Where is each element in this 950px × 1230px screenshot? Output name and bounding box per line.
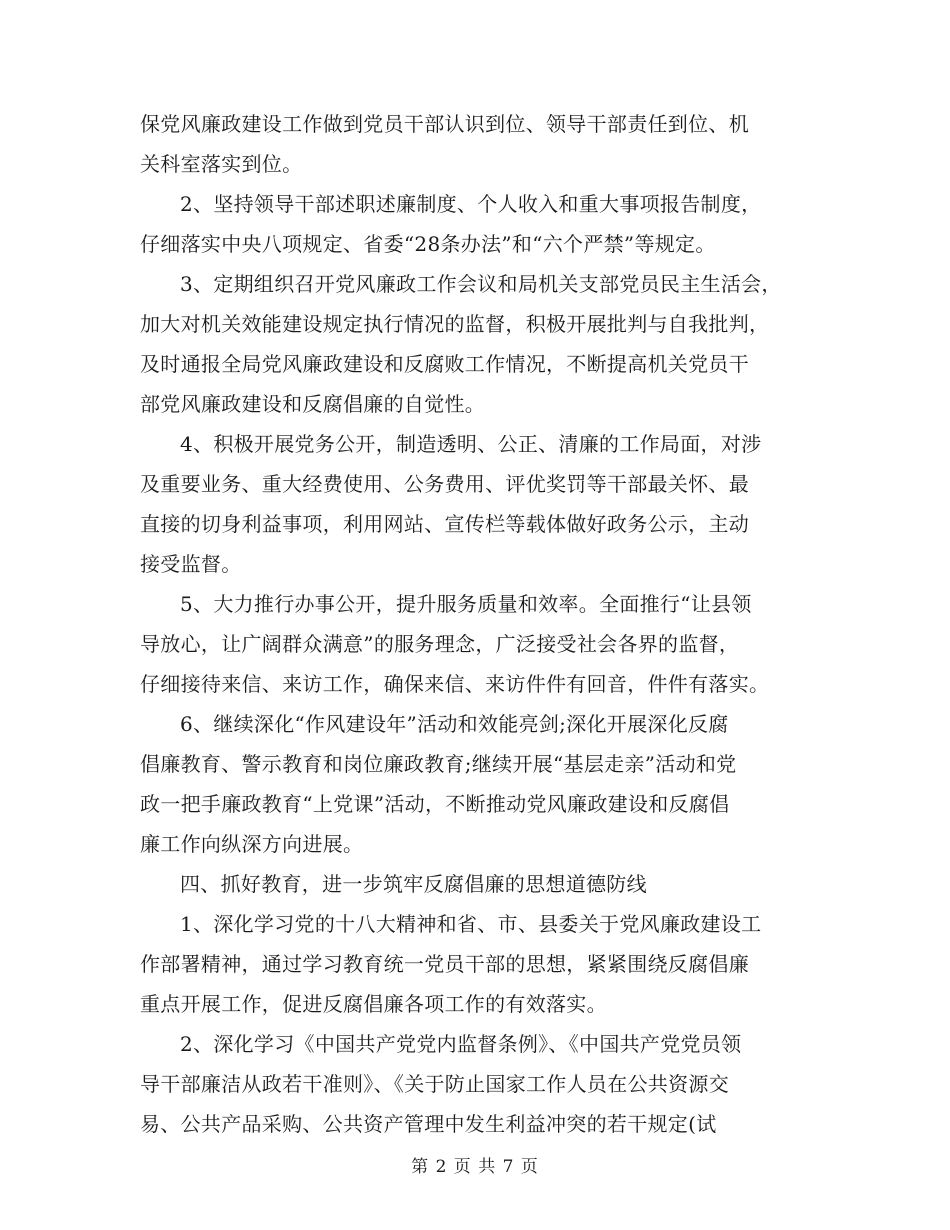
text-line: 5、大力推行办事公开，提升服务质量和效率。全面推行“让县领 [180, 592, 752, 616]
text-line: 6、继续深化“作风建设年”活动和效能亮剑;深化开展深化反腐 [180, 712, 729, 736]
text-line: 重点开展工作，促进反腐倡廉各项工作的有效落实。 [140, 992, 607, 1016]
text-line: 关科室落实到位。 [140, 152, 303, 176]
text-line: 仔细落实中央八项规定、省委“28条办法”和“六个严禁”等规定。 [140, 232, 716, 256]
text-line: 倡廉教育、警示教育和岗位廉政教育;继续开展“基层走亲”活动和党 [140, 752, 737, 776]
text-line: 3、定期组织召开党风廉政工作会议和局机关支部党员民主生活会， [180, 272, 782, 296]
text-line: 易、公共产品采购、公共资产管理中发生利益冲突的若干规定(试 [140, 1112, 717, 1136]
text-line: 导干部廉洁从政若干准则》、《关于防止国家工作人员在公共资源交 [140, 1072, 729, 1096]
text-line: 及重要业务、重大经费使用、公务费用、评优奖罚等干部最关怀、最 [140, 472, 749, 496]
text-line: 加大对机关效能建设规定执行情况的监督，积极开展批判与自我批判， [140, 312, 770, 336]
text-line: 2、深化学习《中国共产党党内监督条例》、《中国共产党党员领 [180, 1032, 742, 1056]
text-line: 四、抓好教育，进一步筑牢反腐倡廉的思想道德防线 [180, 872, 647, 896]
text-line: 作部署精神，通过学习教育统一党员干部的思想，紧紧围绕反腐倡廉 [140, 952, 749, 976]
text-line: 2、坚持领导干部述职述廉制度、个人收入和重大事项报告制度， [180, 192, 762, 216]
text-line: 仔细接待来信、来访工作，确保来信、来访件件有回音，件件有落实。 [140, 672, 770, 696]
page-number-footer: 第 2 页 共 7 页 [411, 1157, 539, 1177]
text-line: 直接的切身利益事项，利用网站、宣传栏等载体做好政务公示，主动 [140, 512, 749, 536]
text-line: 廉工作向纵深方向进展。 [140, 832, 364, 856]
text-line: 政一把手廉政教育“上党课”活动，不断推动党风廉政建设和反腐倡 [140, 792, 730, 816]
document-body [140, 104, 830, 1144]
text-line: 及时通报全局党风廉政建设和反腐败工作情况，不断提高机关党员干 [140, 352, 749, 376]
text-line: 导放心，让广阔群众满意”的服务理念，广泛接受社会各界的监督， [140, 632, 740, 656]
text-line: 保党风廉政建设工作做到党员干部认识到位、领导干部责任到位、机 [140, 112, 749, 136]
text-line: 部党风廉政建设和反腐倡廉的自觉性。 [140, 392, 486, 416]
text-line: 1、深化学习党的十八大精神和省、市、县委关于党风廉政建设工 [180, 912, 762, 936]
text-line: 4、积极开展党务公开，制造透明、公正、清廉的工作局面，对涉 [180, 432, 762, 456]
text-line: 接受监督。 [140, 552, 242, 576]
